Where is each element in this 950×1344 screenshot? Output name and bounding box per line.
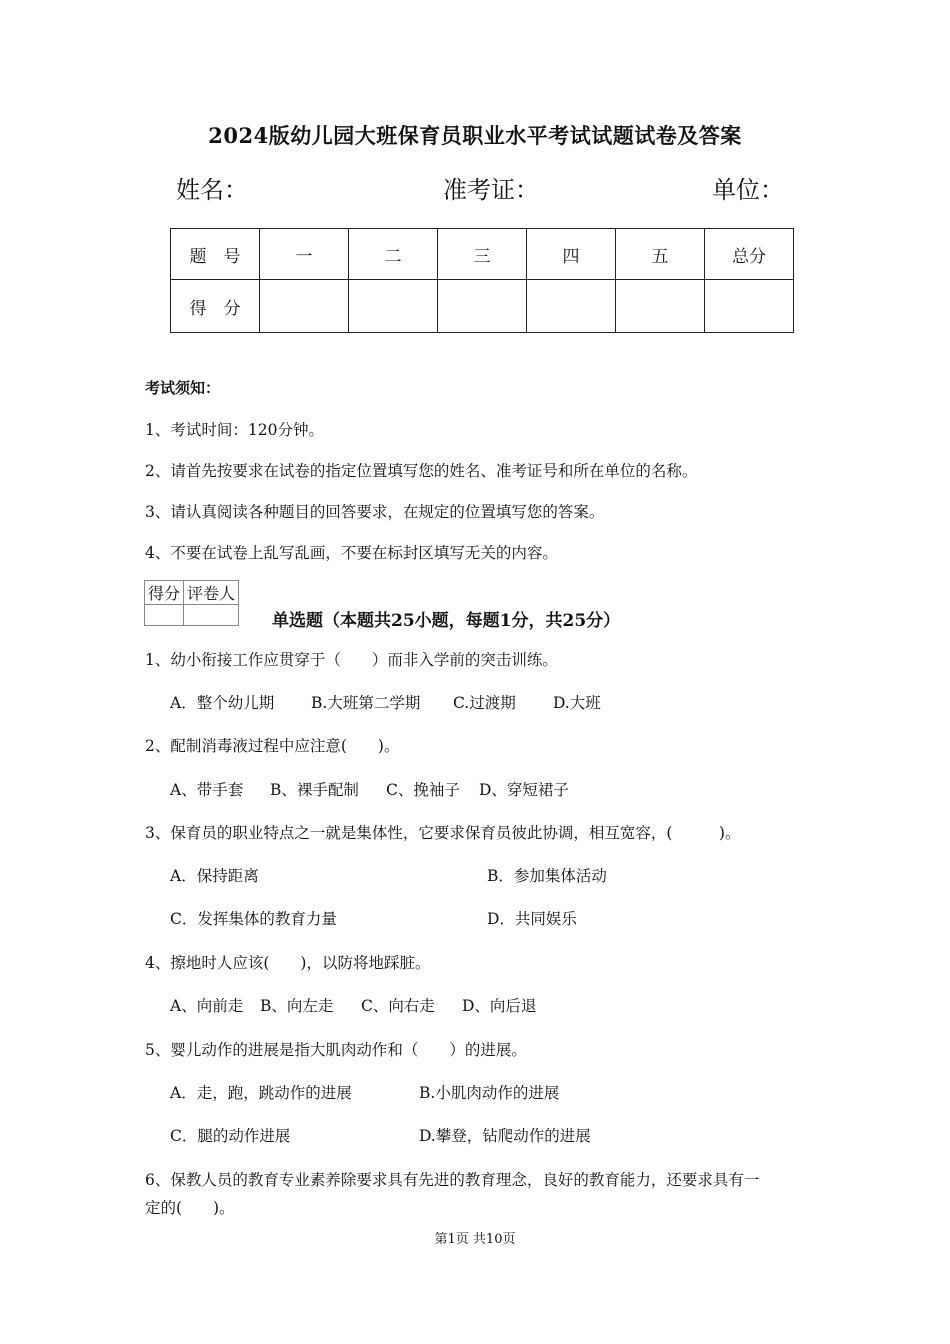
notice-item: 3、请认真阅读各种题目的回答要求，在规定的位置填写您的答案。 <box>145 503 605 521</box>
question-option: D.攀登，钻爬动作的进展 <box>419 1127 591 1145</box>
score-table-header-cell: 总分 <box>705 229 794 280</box>
question-stem: 6、保教人员的教育专业素养除要求具有先进的教育理念，良好的教育能力，还要求具有一 <box>145 1171 760 1189</box>
score-cell[interactable] <box>616 280 705 333</box>
question-option: A．整个幼儿期 <box>170 694 275 712</box>
grader-score-label: 得分 <box>145 581 184 605</box>
exam-id-field-label: 准考证： <box>443 176 539 204</box>
question-option: D、穿短裙子 <box>479 781 569 799</box>
score-table-score-row <box>171 280 794 333</box>
question-option: C、挽袖子 <box>386 781 460 799</box>
question-option: C．发挥集体的教育力量 <box>170 910 337 928</box>
notice-heading: 考试须知： <box>145 379 221 397</box>
exam-title: 2024版幼儿园大班保育员职业水平考试试题试卷及答案 <box>208 123 742 148</box>
grader-box <box>144 580 239 626</box>
grader-name-label: 评卷人 <box>184 581 239 605</box>
score-table-header-row <box>171 229 794 280</box>
notice-item: 4、不要在试卷上乱写乱画，不要在标封区填写无关的内容。 <box>145 544 558 562</box>
question-option: A．保持距离 <box>170 867 259 885</box>
page-footer: 第1页 共10页 <box>434 1232 516 1247</box>
question-option: B.小肌肉动作的进展 <box>419 1084 560 1102</box>
question-option: B、裸手配制 <box>270 781 359 799</box>
score-cell[interactable] <box>705 280 794 333</box>
question-option: B．参加集体活动 <box>487 867 607 885</box>
question-option: C、向右走 <box>361 997 435 1015</box>
question-option: A．走，跑，跳动作的进展 <box>170 1084 352 1102</box>
score-cell[interactable] <box>438 280 527 333</box>
score-cell[interactable] <box>527 280 616 333</box>
score-table-header-cell: 题 号 <box>171 229 260 280</box>
grader-box-input-row <box>145 605 239 626</box>
question-option: A、向前走 <box>170 997 244 1015</box>
score-cell[interactable] <box>349 280 438 333</box>
grader-box-header-row <box>145 581 239 605</box>
question-stem: 3、保育员的职业特点之一就是集体性，它要求保育员彼此协调，相互宽容，( )。 <box>145 824 741 842</box>
name-field-label: 姓名： <box>176 176 248 204</box>
score-table-header-cell: 一 <box>260 229 349 280</box>
score-table-header-cell: 三 <box>438 229 527 280</box>
question-option: B、向左走 <box>260 997 334 1015</box>
notice-item: 1、考试时间：120分钟。 <box>145 421 324 439</box>
question-option: C．腿的动作进展 <box>170 1127 291 1145</box>
question-option: A、带手套 <box>170 781 244 799</box>
question-stem-continued: 定的( )。 <box>145 1199 235 1217</box>
score-row-label: 得 分 <box>171 280 260 333</box>
question-option: D、向后退 <box>462 997 537 1015</box>
question-stem: 1、幼小衔接工作应贯穿于（ ）而非入学前的突击训练。 <box>145 651 558 669</box>
score-table <box>170 228 794 333</box>
grader-score-cell[interactable] <box>145 605 184 626</box>
score-table-header-cell: 五 <box>616 229 705 280</box>
section-title: 单选题（本题共25小题，每题1分，共25分） <box>272 611 621 631</box>
question-option: C.过渡期 <box>453 694 516 712</box>
score-table-header-cell: 四 <box>527 229 616 280</box>
notice-item: 2、请首先按要求在试卷的指定位置填写您的姓名、准考证号和所在单位的名称。 <box>145 462 698 480</box>
question-option: D．共同娱乐 <box>487 910 577 928</box>
question-option: B.大班第二学期 <box>311 694 421 712</box>
score-cell[interactable] <box>260 280 349 333</box>
score-table-header-cell: 二 <box>349 229 438 280</box>
question-option: D.大班 <box>553 694 601 712</box>
grader-name-cell[interactable] <box>184 605 239 626</box>
question-stem: 5、婴儿动作的进展是指大肌肉动作和（ ）的进展。 <box>145 1041 527 1059</box>
unit-field-label: 单位： <box>712 176 784 204</box>
question-stem: 4、擦地时人应该( )，以防将地踩脏。 <box>145 954 431 972</box>
question-stem: 2、配制消毒液过程中应注意( )。 <box>145 737 400 755</box>
